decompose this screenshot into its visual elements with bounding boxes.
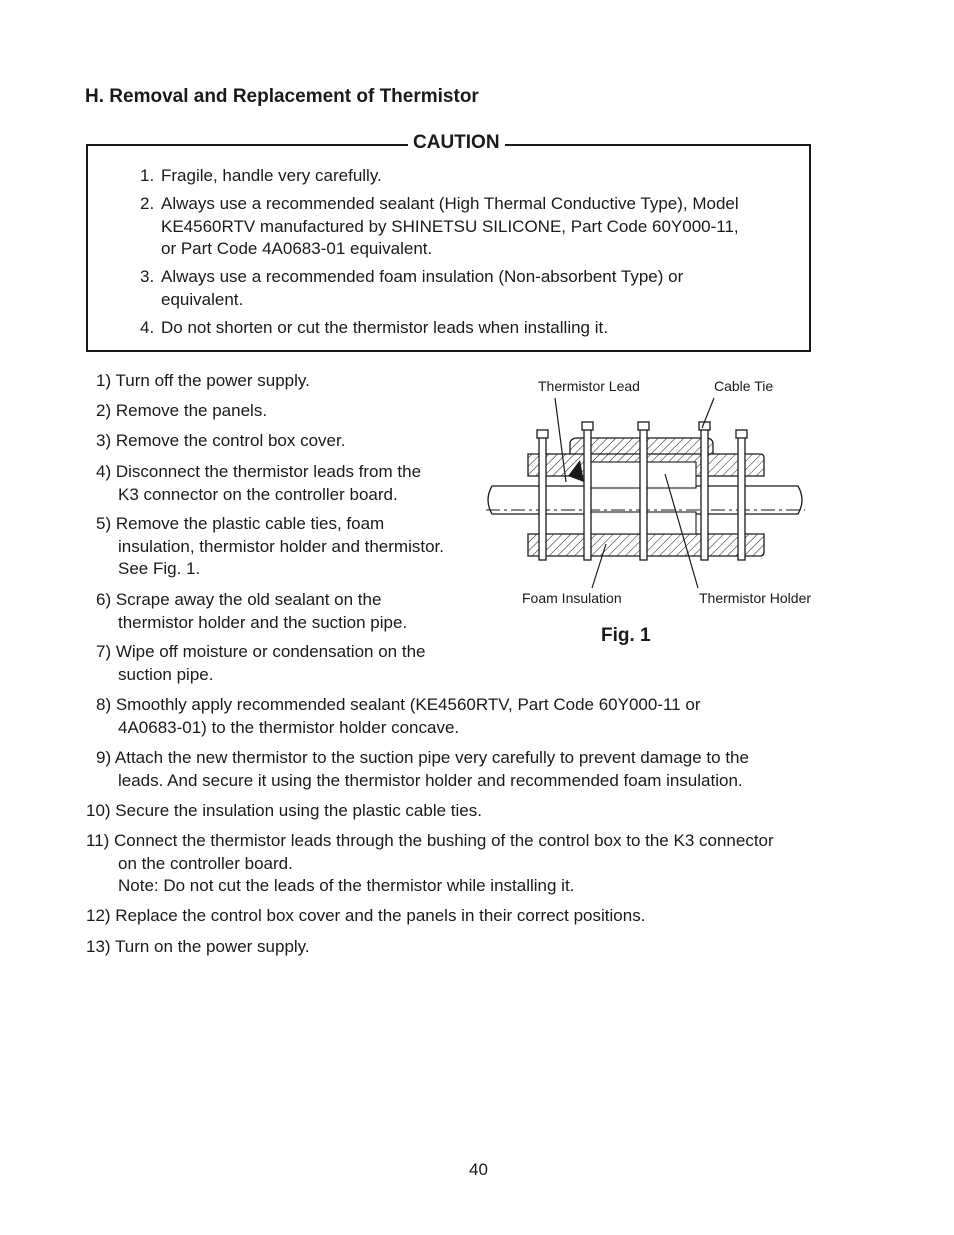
step-line: 3) Remove the control box cover. — [96, 431, 346, 450]
step-11 — [86, 829, 774, 895]
step-line: 6) Scrape away the old sealant on the — [96, 590, 382, 609]
step-line: 8) Smoothly apply recommended sealant (KE4560RTV, Part Code 60Y000-11 or — [96, 695, 701, 714]
step-line: insulation, thermistor holder and thermistor. — [118, 537, 444, 556]
step-line: suction pipe. — [118, 665, 214, 684]
step-5 — [96, 512, 444, 578]
caution-title: CAUTION — [408, 132, 505, 154]
caution-item-number: 2. — [140, 194, 155, 213]
figure-caption: Fig. 1 — [601, 625, 651, 646]
step-8 — [96, 693, 701, 737]
caution-item-line: KE4560RTV manufactured by SHINETSU SILICONE, Part Code 60Y000-11, — [161, 217, 739, 236]
step-6 — [96, 588, 408, 632]
step-line: 5) Remove the plastic cable ties, foam — [96, 514, 385, 533]
label-cable-tie: Cable Tie — [714, 378, 774, 394]
step-10 — [86, 799, 482, 822]
step-line: 1) Turn off the power supply. — [96, 371, 310, 390]
step-12 — [86, 904, 645, 927]
step-line: 13) Turn on the power supply. — [86, 937, 310, 956]
step-line: on the controller board. — [118, 854, 293, 873]
step-line: 9) Attach the new thermistor to the suction pipe very carefully to prevent damage to the — [96, 748, 749, 767]
caution-item-line: Always use a recommended sealant (High Thermal Conductive Type), Model — [161, 194, 739, 213]
caution-item-number: 4. — [140, 318, 155, 337]
step-4 — [96, 460, 422, 504]
step-line: leads. And secure it using the thermistor holder and recommended foam insulation. — [118, 771, 743, 790]
caution-item-line: Fragile, handle very carefully. — [161, 166, 382, 185]
step-line: Note: Do not cut the leads of the thermistor while installing it. — [118, 876, 575, 895]
step-line: thermistor holder and the suction pipe. — [118, 613, 408, 632]
caution-item-line: equivalent. — [161, 290, 244, 309]
label-thermistor-holder: Thermistor Holder — [699, 590, 812, 606]
step-line: 4) Disconnect the thermistor leads from the — [96, 462, 422, 481]
step-line: 2) Remove the panels. — [96, 401, 268, 420]
caution-item-number: 3. — [140, 267, 155, 286]
caution-item-line: or Part Code 4A0683-01 equivalent. — [161, 239, 433, 258]
step-line: 12) Replace the control box cover and the panels in their correct positions. — [86, 906, 646, 925]
step-line: 11) Connect the thermistor leads through the bushing of the control box to the K3 connector — [86, 831, 774, 850]
step-1 — [96, 369, 310, 392]
page-number: 40 — [469, 1160, 488, 1179]
thermistor-assembly-diagram — [480, 370, 840, 600]
step-line: 7) Wipe off moisture or condensation on the — [96, 642, 426, 661]
section-heading: H. Removal and Replacement of Thermistor — [85, 86, 479, 107]
step-line: See Fig. 1. — [118, 559, 201, 578]
caution-item-line: Always use a recommended foam insulation (Non-absorbent Type) or — [161, 267, 684, 286]
step-2 — [96, 399, 267, 422]
step-line: K3 connector on the controller board. — [118, 485, 398, 504]
step-7 — [96, 640, 426, 684]
step-13 — [86, 935, 310, 958]
step-9 — [96, 746, 749, 790]
label-thermistor-lead: Thermistor Lead — [538, 378, 640, 394]
step-line: 4A0683-01) to the thermistor holder concave. — [118, 718, 460, 737]
caution-item-line: Do not shorten or cut the thermistor leads when installing it. — [161, 318, 608, 337]
caution-item-number: 1. — [140, 166, 155, 185]
step-3 — [96, 429, 345, 452]
step-line: 10) Secure the insulation using the plastic cable ties. — [86, 801, 482, 820]
label-foam-insulation: Foam Insulation — [522, 590, 622, 606]
